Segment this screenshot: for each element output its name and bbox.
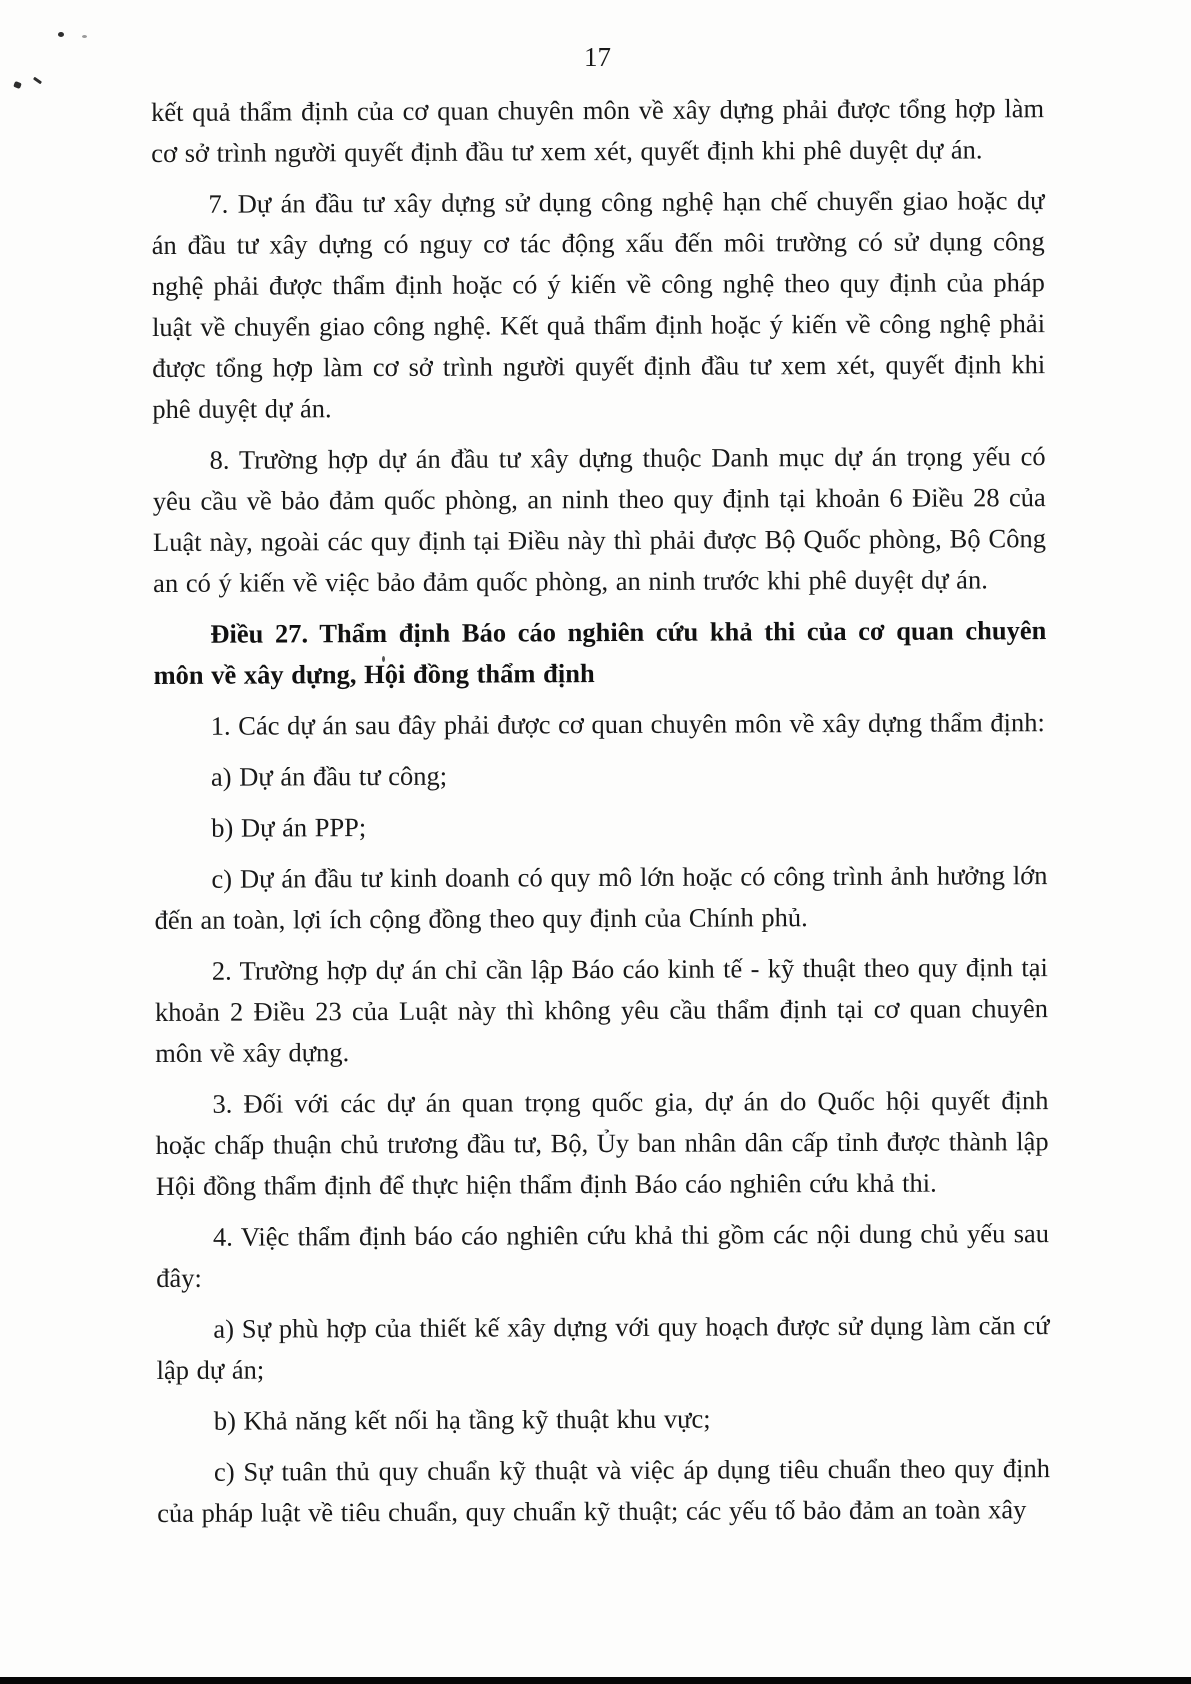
paragraph-clause-2: 2. Trường hợp dự án chỉ cần lập Báo cáo kinh tế - kỹ thuật theo quy định tại khoản 2 Điều 23 của Luật này thì không yêu cầu thẩm định tại cơ quan chuyên môn về xây dựng. (154, 952, 1049, 1068)
paragraph-point-a: a) Dự án đầu tư công; (210, 760, 448, 792)
paragraph-clause-8: 8. Trường hợp dự án đầu tư xây dựng thuộc Danh mục dự án trọng yếu có yêu cầu về bảo đảm quốc phòng, an ninh theo quy định tại khoản 6 Điều 28 của Luật này, ngoài các quy định tại Điều này thì phải được Bộ Quốc phòng, Bộ Công an có ý kiến về việc bảo đảm quốc phòng, an ninh trước khi phê duyệt dự án. (152, 441, 1047, 598)
scan-speck (13, 81, 22, 89)
paragraph-clause-7: 7. Dự án đầu tư xây dựng sử dụng công nghệ hạn chế chuyển giao hoặc dự án đầu tư xây dựng có nguy cơ tác động xấu đến môi trường có sử dụng công nghệ phải được thẩm định hoặc có ý kiến về công nghệ theo quy định của pháp luật về chuyển giao công nghệ. Kết quả thẩm định hoặc ý kiến về công nghệ phải được tổng hợp làm cơ sở trình người quyết định đầu tư xem xét, quyết định khi phê duyệt dự án. (151, 185, 1046, 424)
paragraph-point-c2: c) Sự tuân thủ quy chuẩn kỹ thuật và việc áp dụng tiêu chuẩn theo quy định của pháp luật về tiêu chuẩn, quy chuẩn kỹ thuật; các yếu tố bảo đảm an toàn xây (157, 1453, 1051, 1528)
paragraph-point-b2: b) Khả năng kết nối hạ tầng kỹ thuật khu vực; (213, 1403, 711, 1436)
paragraph-continuation: kết quả thẩm định của cơ quan chuyên môn về xây dựng phải được tổng hợp làm cơ sở trình người quyết định đầu tư xem xét, quyết định khi phê duyệt dự án. (151, 93, 1045, 168)
paragraph-point-b: b) Dự án PPP; (211, 812, 367, 843)
scan-speck (58, 32, 64, 37)
document-body (151, 88, 1050, 1544)
paragraph-point-a2: a) Sự phù hợp của thiết kế xây dựng với quy hoạch được sử dụng làm căn cứ lập dự án; (156, 1310, 1050, 1385)
article-27-heading: Điều 27. Thẩm định Báo cáo nghiên cứu khả thi của cơ quan chuyên môn về xây dựng, Hội đồng thẩm định (153, 615, 1047, 690)
scan-speck (82, 35, 87, 38)
paragraph-clause-3: 3. Đối với các dự án quan trọng quốc gia, dự án do Quốc hội quyết định hoặc chấp thuận chủ trương đầu tư, Bộ, Ủy ban nhân dân cấp tỉnh được thành lập Hội đồng thẩm định để thực hiện thẩm định Báo cáo nghiên cứu khả thi. (155, 1085, 1049, 1201)
paragraph-clause-4: 4. Việc thẩm định báo cáo nghiên cứu khả thi gồm các nội dung chủ yếu sau đây: (156, 1218, 1050, 1293)
scan-edge-bar (0, 1677, 1191, 1684)
page-number: 17 (584, 42, 611, 72)
paragraph-point-c: c) Dự án đầu tư kinh doanh có quy mô lớn hoặc có công trình ảnh hưởng lớn đến an toàn, lợi ích cộng đồng theo quy định của Chính phủ. (154, 860, 1048, 935)
scan-speck (33, 77, 42, 85)
paragraph-clause-1: 1. Các dự án sau đây phải được cơ quan chuyên môn về xây dựng thẩm định: (210, 707, 1045, 741)
